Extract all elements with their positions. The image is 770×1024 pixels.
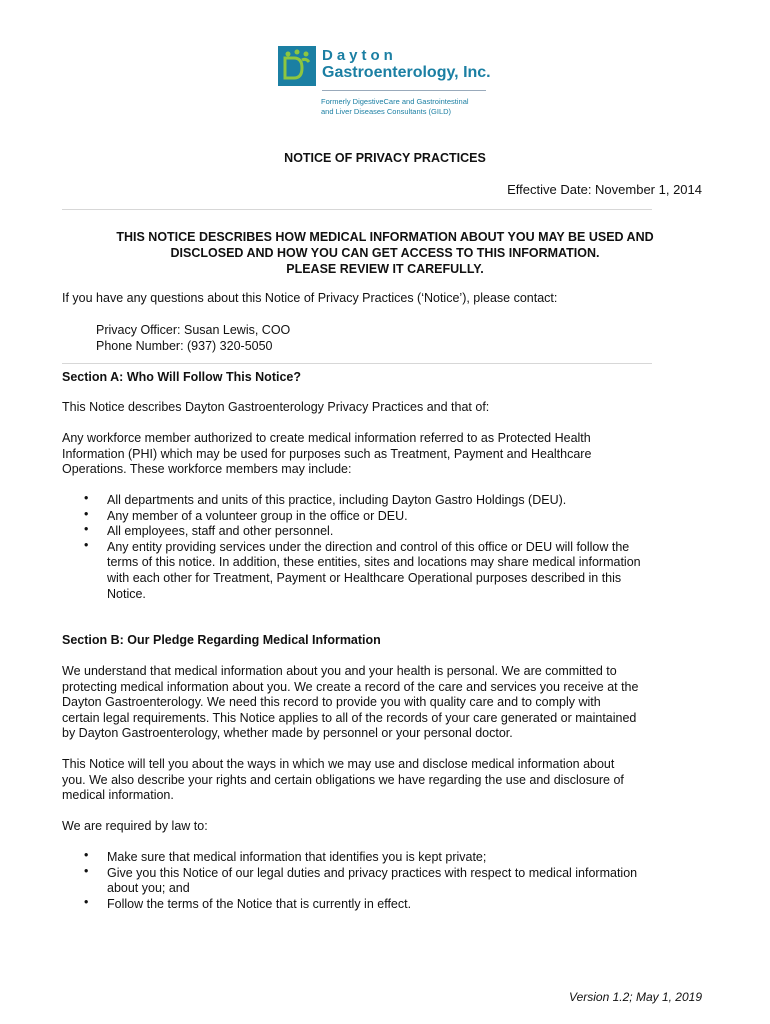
document-title: NOTICE OF PRIVACY PRACTICES [284,151,486,165]
logo-divider [322,90,486,91]
divider-rule [62,209,652,210]
paragraph-line: you. We also describe your rights and certain obligations we have regarding the use and disclosure of [62,772,624,787]
bullet-icon: • [84,506,89,521]
list-item [62,537,641,602]
section-b-heading: Section B: Our Pledge Regarding Medical Information [62,633,381,647]
list-item-line: Notice. [107,586,146,601]
contact-intro: If you have any questions about this Notice of Privacy Practices (‘Notice’), please contact: [62,291,558,305]
paragraph-line: Information (PHI) which may be used for purposes such as Treatment, Payment and Healthcare [62,446,592,461]
notice-line: THIS NOTICE DESCRIBES HOW MEDICAL INFORMATION ABOUT YOU MAY BE USED AND [116,230,654,244]
section-b-bullet-list [62,850,637,912]
version-footer: Version 1.2; May 1, 2019 [569,990,702,1004]
section-b-paragraph-2 [62,757,624,804]
paragraph-line: certain legal requirements. This Notice applies to all of the records of your care generated or maintained [62,710,637,725]
logo-subtitle-line1: Formerly DigestiveCare and Gastrointestinal [321,97,469,106]
bullet-icon: • [84,491,89,505]
phone-number: Phone Number: (937) 320-5050 [96,339,273,353]
list-item [62,863,638,897]
effective-date: Effective Date: November 1, 2014 [507,182,702,197]
list-item [62,850,637,866]
list-item-line: Any entity providing services under the direction and control of this office or DEU will follow the [107,539,630,554]
paragraph-line: Any workforce member authorized to create medical information referred to as Protected Health [62,431,591,445]
paragraph-line: Operations. These workforce members may include: [62,462,352,477]
paragraph-line: protecting medical information about you. We create a record of the care and services you receive at the [62,679,639,694]
list-item-line: about you; and [107,881,190,896]
paragraph-line: medical information. [62,788,174,803]
list-item [62,894,637,913]
logo-subtitle [321,97,469,117]
section-a-intro: This Notice describes Dayton Gastroenterology Privacy Practices and that of: [62,400,490,414]
list-item-line: All departments and units of this practice, including Dayton Gastro Holdings (DEU). [107,493,567,507]
contact-block [96,322,290,354]
bullet-icon: • [84,522,89,537]
list-item-line: terms of this notice. In addition, these entities, sites and locations may share medical information [107,555,641,570]
logo-name-line1: Dayton [322,47,397,64]
list-item-line: All employees, staff and other personnel. [107,524,334,539]
privacy-officer: Privacy Officer: Susan Lewis, COO [96,323,291,337]
notice-banner [0,229,770,277]
paragraph-line: This Notice will tell you about the ways in which we may use and disclose medical information about [62,757,615,771]
bullet-icon: • [84,848,89,862]
notice-line: PLEASE REVIEW IT CAREFULLY. [286,262,484,276]
notice-line: DISCLOSED AND HOW YOU CAN GET ACCESS TO THIS INFORMATION. [170,246,600,260]
list-item-line: Make sure that medical information that identifies you is kept private; [107,850,487,864]
bullet-icon: • [84,863,89,878]
list-item-line: with each other for Treatment, Payment or Healthcare Operational purposes described in this [107,570,622,585]
bullet-icon: • [84,537,89,552]
bullet-icon: • [84,894,89,909]
section-b-paragraph-1 [62,664,638,742]
section-a-bullet-list [62,493,641,602]
logo-subtitle-line2: and Liver Diseases Consultants (GILD) [321,107,452,116]
paragraph-line: We understand that medical information about you and your health is personal. We are committed to [62,664,617,678]
list-item [62,524,641,540]
list-item [62,493,641,509]
paragraph-line: by Dayton Gastroenterology, whether made by personnel or your personal doctor. [62,726,513,741]
list-item-line: Give you this Notice of our legal duties and privacy practices with respect to medical information [107,865,638,880]
list-item-line: Any member of a volunteer group in the office or DEU. [107,508,408,523]
paragraph-line: Dayton Gastroenterology. We need this record to provide you with quality care and to comply with [62,695,601,710]
company-logo [278,44,498,124]
section-a-paragraph [62,431,591,478]
logo-name-line2: Gastroenterology, Inc. [322,64,491,81]
list-item-line: Follow the terms of the Notice that is currently in effect. [107,896,412,911]
section-a-heading: Section A: Who Will Follow This Notice? [62,370,301,384]
logo-mark-icon [278,46,316,86]
divider-rule [62,363,652,364]
list-item [62,506,641,525]
required-by-law: We are required by law to: [62,819,208,833]
